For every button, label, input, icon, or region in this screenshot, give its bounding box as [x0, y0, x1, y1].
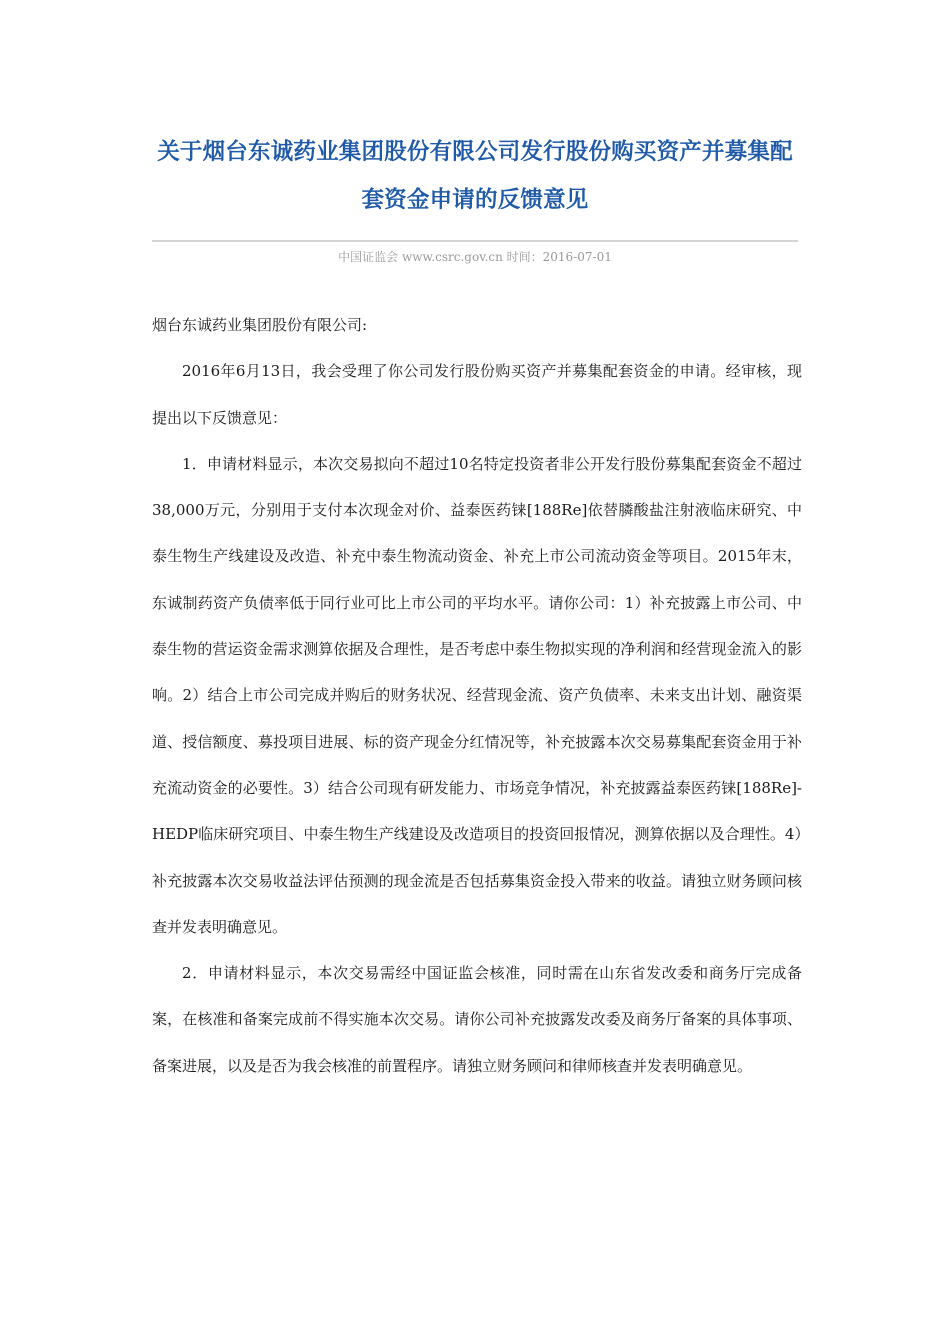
title-divider	[152, 240, 798, 242]
paragraph-item-2: 2．申请材料显示，本次交易需经中国证监会核准，同时需在山东省发改委和商务厅完成备案，在核准和备案完成前不得实施本次交易。请你公司补充披露发改委及商务厅备案的具体事项、备案进展，以及是否为我会核准的前置程序。请独立财务顾问和律师核查并发表明确意见。	[152, 964, 802, 1075]
source-meta: 中国证监会 www.csrc.gov.cn 时间：2016-07-01	[338, 250, 612, 264]
salutation: 烟台东诚药业集团股份有限公司:	[152, 316, 368, 334]
document-title: 关于烟台东诚药业集团股份有限公司发行股份购买资产并募集配套资金申请的反馈意见	[157, 139, 793, 213]
document-body	[152, 302, 802, 1089]
paragraph-intro: 2016年6月13日，我会受理了你公司发行股份购买资产并募集配套资金的申请。经审核，现提出以下反馈意见：	[152, 362, 802, 427]
paragraph-item-1: 1．申请材料显示，本次交易拟向不超过10名特定投资者非公开发行股份募集配套资金不超过38,000万元，分别用于支付本次现金对价、益泰医药铼[188Re]依替膦酸盐注射液临床研究、中泰生物生产线建设及改造、补充中泰生物流动资金、补充上市公司流动资金等项目。2015年末，东诚制药资产负债率低于同行业可比上市公司的平均水平。请你公司：1）补充披露上市公司、中泰生物的营运资金需求测算依据及合理性，是否考虑中泰生物拟实现的净利润和经营现金流入的影响。2）结合上市公司完成并购后的财务状况、经营现金流、资产负债率、未来支出计划、融资渠道、授信额度、募投项目进展、标的资产现金分红情况等，补充披露本次交易募集配套资金用于补充流动资金的必要性。3）结合公司现有研发能力、市场竞争情况，补充披露益泰医药铼[188Re]-HEDP临床研究项目、中泰生物生产线建设及改造项目的投资回报情况，测算依据以及合理性。4）补充披露本次交易收益法评估预测的现金流是否包括募集资金投入带来的收益。请独立财务顾问核查并发表明确意见。	[152, 454, 802, 936]
